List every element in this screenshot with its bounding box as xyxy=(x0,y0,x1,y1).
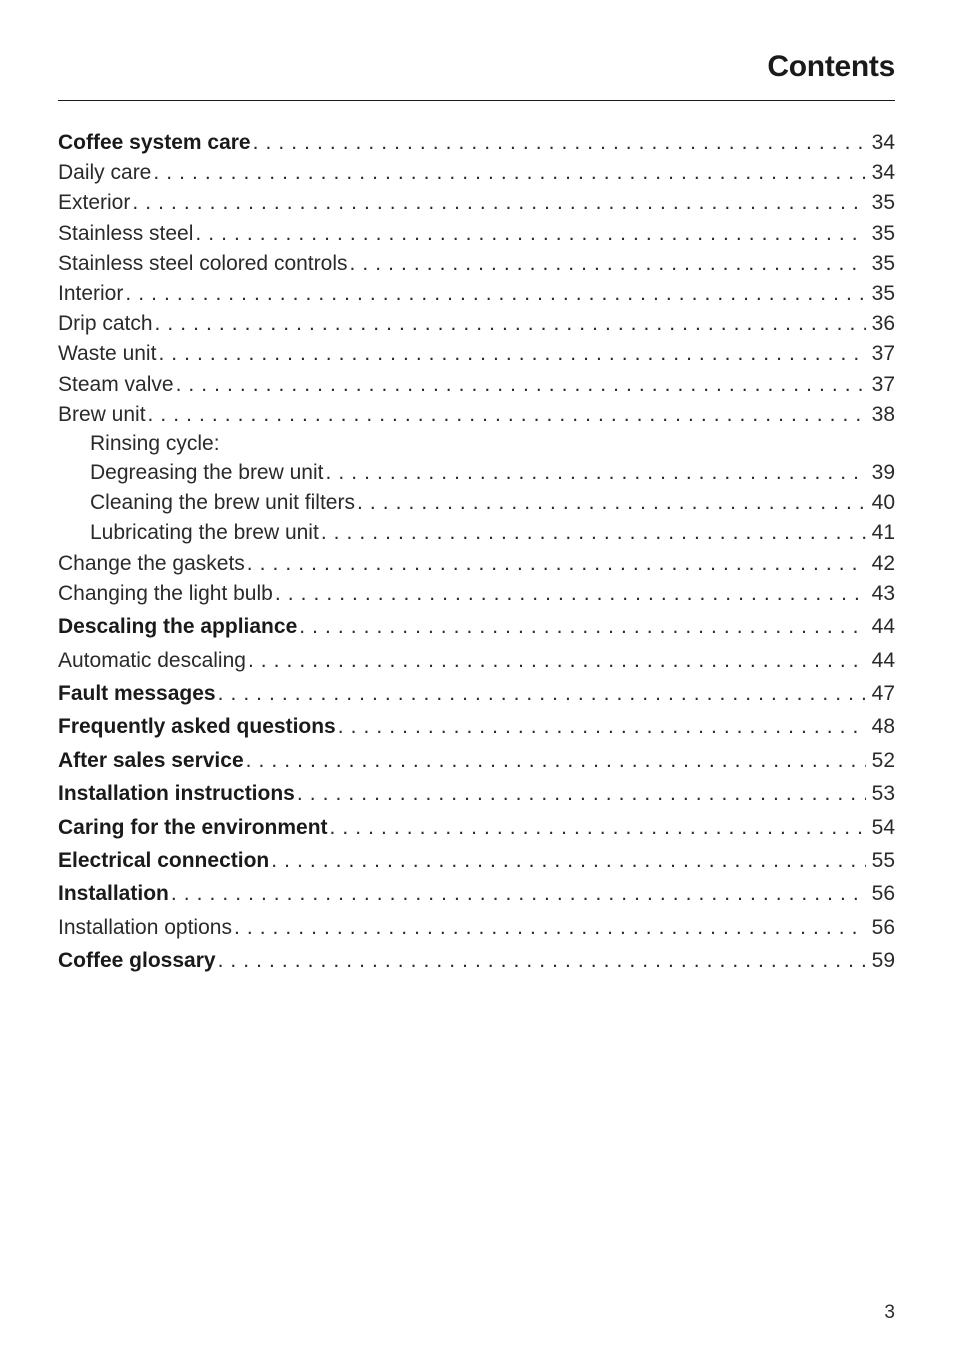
toc-entry[interactable] xyxy=(58,712,895,742)
toc-entry-label: Descaling the appliance xyxy=(58,615,298,639)
toc-entry-label: Brew unit xyxy=(58,402,146,426)
toc-entry[interactable] xyxy=(58,946,895,976)
toc-entry-label: Rinsing cycle: xyxy=(90,432,220,456)
toc-entry[interactable] xyxy=(58,488,895,518)
dot-leader xyxy=(232,913,866,943)
toc-entry-label: Stainless steel xyxy=(58,221,194,245)
dot-leader xyxy=(156,339,865,369)
toc-entry-page: 53 xyxy=(871,782,895,806)
toc-entry-page: 41 xyxy=(871,521,895,545)
dot-leader xyxy=(153,309,866,339)
dot-leader xyxy=(169,879,866,909)
toc-entry-label: Steam valve xyxy=(58,372,174,396)
toc-entry-label: Automatic descaling xyxy=(58,648,246,672)
dot-leader xyxy=(151,158,865,188)
toc-entry[interactable] xyxy=(58,400,895,430)
toc-entry[interactable] xyxy=(58,158,895,188)
dot-leader xyxy=(273,579,866,609)
toc-entry-page: 56 xyxy=(871,915,895,939)
toc-entry-label: Changing the light bulb xyxy=(58,581,273,605)
toc-entry-page: 38 xyxy=(871,402,895,426)
toc-entry-label: Waste unit xyxy=(58,342,157,366)
toc-entry-label: Fault messages xyxy=(58,682,216,706)
toc-entry-page: 35 xyxy=(871,191,895,215)
toc-entry-label: Caring for the environment xyxy=(58,815,328,839)
toc-entry-label: Frequently asked questions xyxy=(58,715,336,739)
toc-entry-label: Installation xyxy=(58,882,169,906)
dot-leader xyxy=(216,946,866,976)
toc-entry-label: Drip catch xyxy=(58,312,153,336)
dot-leader xyxy=(269,846,865,876)
dot-leader xyxy=(251,128,866,158)
toc-entry[interactable] xyxy=(58,579,895,609)
toc-entry-page: 59 xyxy=(871,949,895,973)
toc-entry-page: 35 xyxy=(871,251,895,275)
toc-entry[interactable] xyxy=(58,646,895,676)
toc-entry-label: Stainless steel colored controls xyxy=(58,251,348,275)
dot-leader xyxy=(244,746,866,776)
toc-entry-label: Electrical connection xyxy=(58,848,270,872)
dot-leader xyxy=(319,518,866,548)
toc-entry[interactable] xyxy=(58,779,895,809)
page-number: 3 xyxy=(884,1302,895,1323)
toc-entry-label: Daily care xyxy=(58,161,152,185)
dot-leader xyxy=(130,188,865,218)
toc-entry[interactable] xyxy=(58,279,895,309)
toc-entry-label: Interior xyxy=(58,282,124,306)
toc-entry-page: 52 xyxy=(871,748,895,772)
toc-entry-page: 48 xyxy=(871,715,895,739)
toc-entry-label: Cleaning the brew unit filters xyxy=(90,491,355,515)
dot-leader xyxy=(328,813,866,843)
dot-leader xyxy=(146,400,866,430)
toc-entry[interactable] xyxy=(58,430,895,458)
toc-entry[interactable] xyxy=(58,219,895,249)
toc-entry-page: 34 xyxy=(871,131,895,154)
toc-entry[interactable] xyxy=(58,339,895,369)
dot-leader xyxy=(295,779,866,809)
toc-entry-page: 47 xyxy=(871,682,895,706)
toc-entry[interactable] xyxy=(58,128,895,158)
title-divider xyxy=(58,100,895,101)
dot-leader xyxy=(336,712,866,742)
toc-entry-label: Change the gaskets xyxy=(58,551,245,575)
toc-entry-page: 43 xyxy=(871,581,895,605)
toc-entry-label: Degreasing the brew unit xyxy=(90,461,324,485)
toc-entry-page: 35 xyxy=(871,282,895,306)
dot-leader xyxy=(123,279,865,309)
dot-leader xyxy=(174,370,866,400)
dot-leader xyxy=(193,219,865,249)
toc-entry[interactable] xyxy=(58,458,895,488)
toc-entry[interactable] xyxy=(58,813,895,843)
toc-entry[interactable] xyxy=(58,370,895,400)
toc-entry-label: Installation instructions xyxy=(58,782,295,806)
toc-entry-label: Lubricating the brew unit xyxy=(90,521,319,545)
toc-entry-page: 55 xyxy=(871,848,895,872)
toc-entry-page: 44 xyxy=(871,615,895,639)
dot-leader xyxy=(355,488,866,518)
toc-entry-label: Exterior xyxy=(58,191,131,215)
toc-entry[interactable] xyxy=(58,549,895,579)
toc-entry-page: 44 xyxy=(871,648,895,672)
toc-entry[interactable] xyxy=(58,679,895,709)
page-title: Contents xyxy=(767,50,895,83)
dot-leader xyxy=(323,458,865,488)
table-of-contents xyxy=(58,128,895,976)
toc-entry[interactable] xyxy=(58,518,895,548)
toc-entry[interactable] xyxy=(58,879,895,909)
toc-entry[interactable] xyxy=(58,913,895,943)
toc-entry-page: 40 xyxy=(871,491,895,515)
dot-leader xyxy=(246,646,866,676)
toc-entry-label: Coffee glossary xyxy=(58,949,216,973)
toc-entry-page: 36 xyxy=(871,312,895,336)
toc-entry-label: Installation options xyxy=(58,915,232,939)
toc-entry-page: 37 xyxy=(871,342,895,366)
toc-entry-label: Coffee system care xyxy=(58,131,251,154)
toc-entry[interactable] xyxy=(58,309,895,339)
toc-entry-page: 56 xyxy=(871,882,895,906)
toc-entry[interactable] xyxy=(58,612,895,642)
dot-leader xyxy=(297,612,865,642)
toc-entry-page: 39 xyxy=(871,461,895,485)
toc-entry[interactable] xyxy=(58,188,895,218)
toc-entry-page: 35 xyxy=(871,221,895,245)
toc-entry-page: 37 xyxy=(871,372,895,396)
toc-entry-page: 34 xyxy=(871,161,895,185)
dot-leader xyxy=(347,249,865,279)
dot-leader xyxy=(216,679,866,709)
toc-entry[interactable] xyxy=(58,846,895,876)
dot-leader xyxy=(245,549,866,579)
toc-entry-page: 42 xyxy=(871,551,895,575)
toc-entry-page: 54 xyxy=(871,815,895,839)
toc-entry-label: After sales service xyxy=(58,748,244,772)
toc-entry[interactable] xyxy=(58,746,895,776)
toc-entry[interactable] xyxy=(58,249,895,279)
